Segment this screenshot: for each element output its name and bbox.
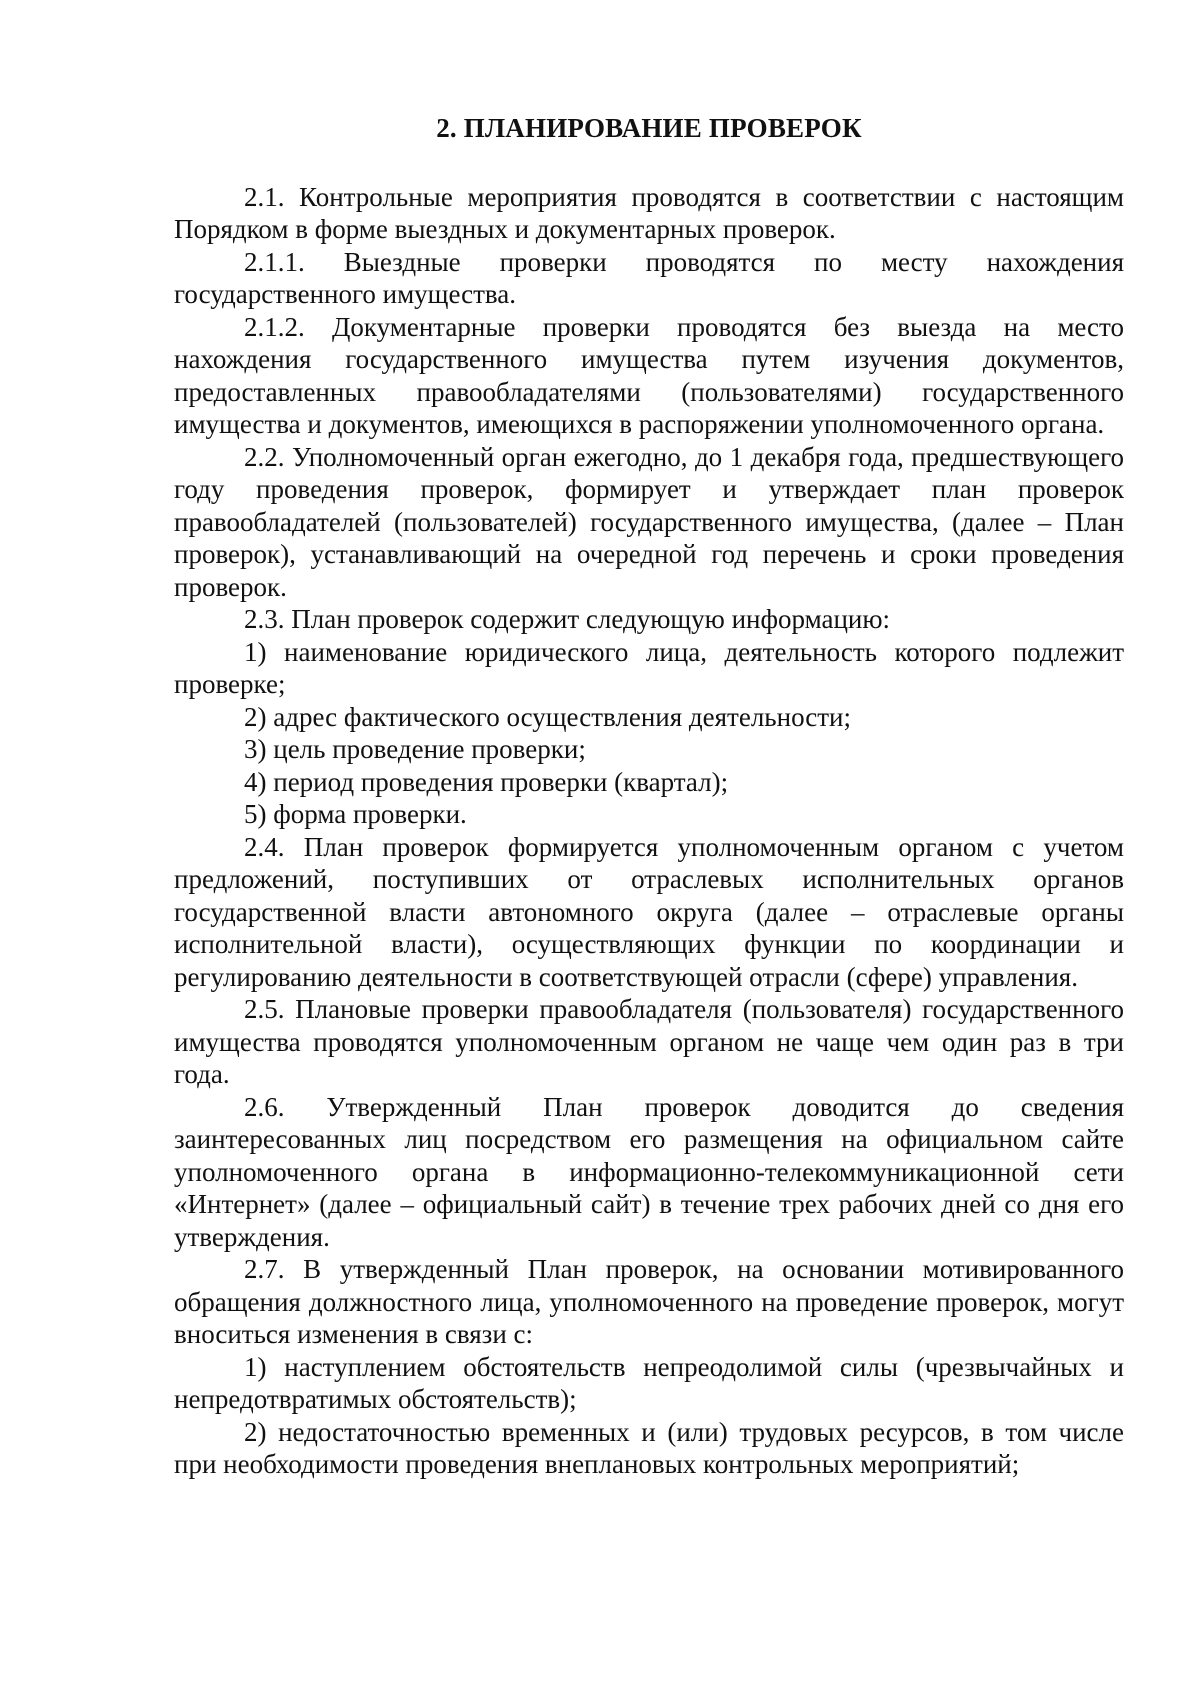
paragraph-2-3: 2.3. План проверок содержит следующую информацию:: [244, 604, 891, 634]
section-title: 2. ПЛАНИРОВАНИЕ ПРОВЕРОК: [436, 113, 862, 143]
paragraph-2-2: 2.2. Уполномоченный орган ежегодно, до 1 декабря года, предшествующего году проведения проверок, формирует и утверждает план проверок правообладателей (пользователей) государственного имущества, (далее – План проверок), устанавливающий на очередной год перечень и сроки проведения проверок.: [174, 441, 1124, 602]
paragraph-2-6: 2.6. Утвержденный План проверок доводится до сведения заинтересованных лиц посредством его размещения на официальном сайте уполномоченного органа в информационно-телекоммуникационной сети «Интернет» (далее – официальный сайт) в течение трех рабочих дней со дня его утверждения.: [174, 1091, 1124, 1252]
list-item-2-3-3: 3) цель проведение проверки;: [244, 734, 586, 764]
list-item-2-3-5: 5) форма проверки.: [244, 799, 467, 829]
list-item-2-7-1: 1) наступлением обстоятельств непреодолимой силы (чрезвычайных и непредотвратимых обстоятельств);: [174, 1351, 1124, 1414]
paragraph-2-1: 2.1. Контрольные мероприятия проводятся в соответствии с настоящим Порядком в форме выездных и документарных проверок.: [174, 181, 1124, 244]
list-item-2-3-1: 1) наименование юридического лица, деятельность которого подлежит проверке;: [174, 636, 1124, 699]
list-item-2-7-2: 2) недостаточностью временных и (или) трудовых ресурсов, в том числе при необходимости проведения внеплановых контрольных мероприятий;: [174, 1416, 1124, 1479]
paragraph-2-7: 2.7. В утвержденный План проверок, на основании мотивированного обращения должностного лица, уполномоченного на проведение проверок, могут вноситься изменения в связи с:: [174, 1254, 1124, 1349]
paragraph-2-5: 2.5. Плановые проверки правообладателя (пользователя) государственного имущества проводятся уполномоченным органом не чаще чем один раз в три года.: [174, 994, 1124, 1089]
list-item-2-3-4: 4) период проведения проверки (квартал);: [244, 766, 729, 797]
paragraph-2-1-2: 2.1.2. Документарные проверки проводятся без выезда на место нахождения государственного имущества путем изучения документов, предоставленных правообладателями (пользователями) государственного имущества и документов, имеющихся в распоряжении уполномоченного органа.: [174, 311, 1124, 439]
document-body: [174, 112, 1124, 1481]
paragraph-2-1-1: 2.1.1. Выездные проверки проводятся по месту нахождения государственного имущества.: [174, 246, 1124, 309]
list-item-2-3-2: 2) адрес фактического осуществления деятельности;: [244, 701, 851, 732]
paragraph-2-4: 2.4. План проверок формируется уполномоченным органом с учетом предложений, поступивших от отраслевых исполнительных органов государственной власти автономного округа (далее – отраслевые органы исполнительной власти), осуществляющих функции по координации и регулированию деятельности в соответствующей отрасли (сфере) управления.: [174, 831, 1124, 992]
